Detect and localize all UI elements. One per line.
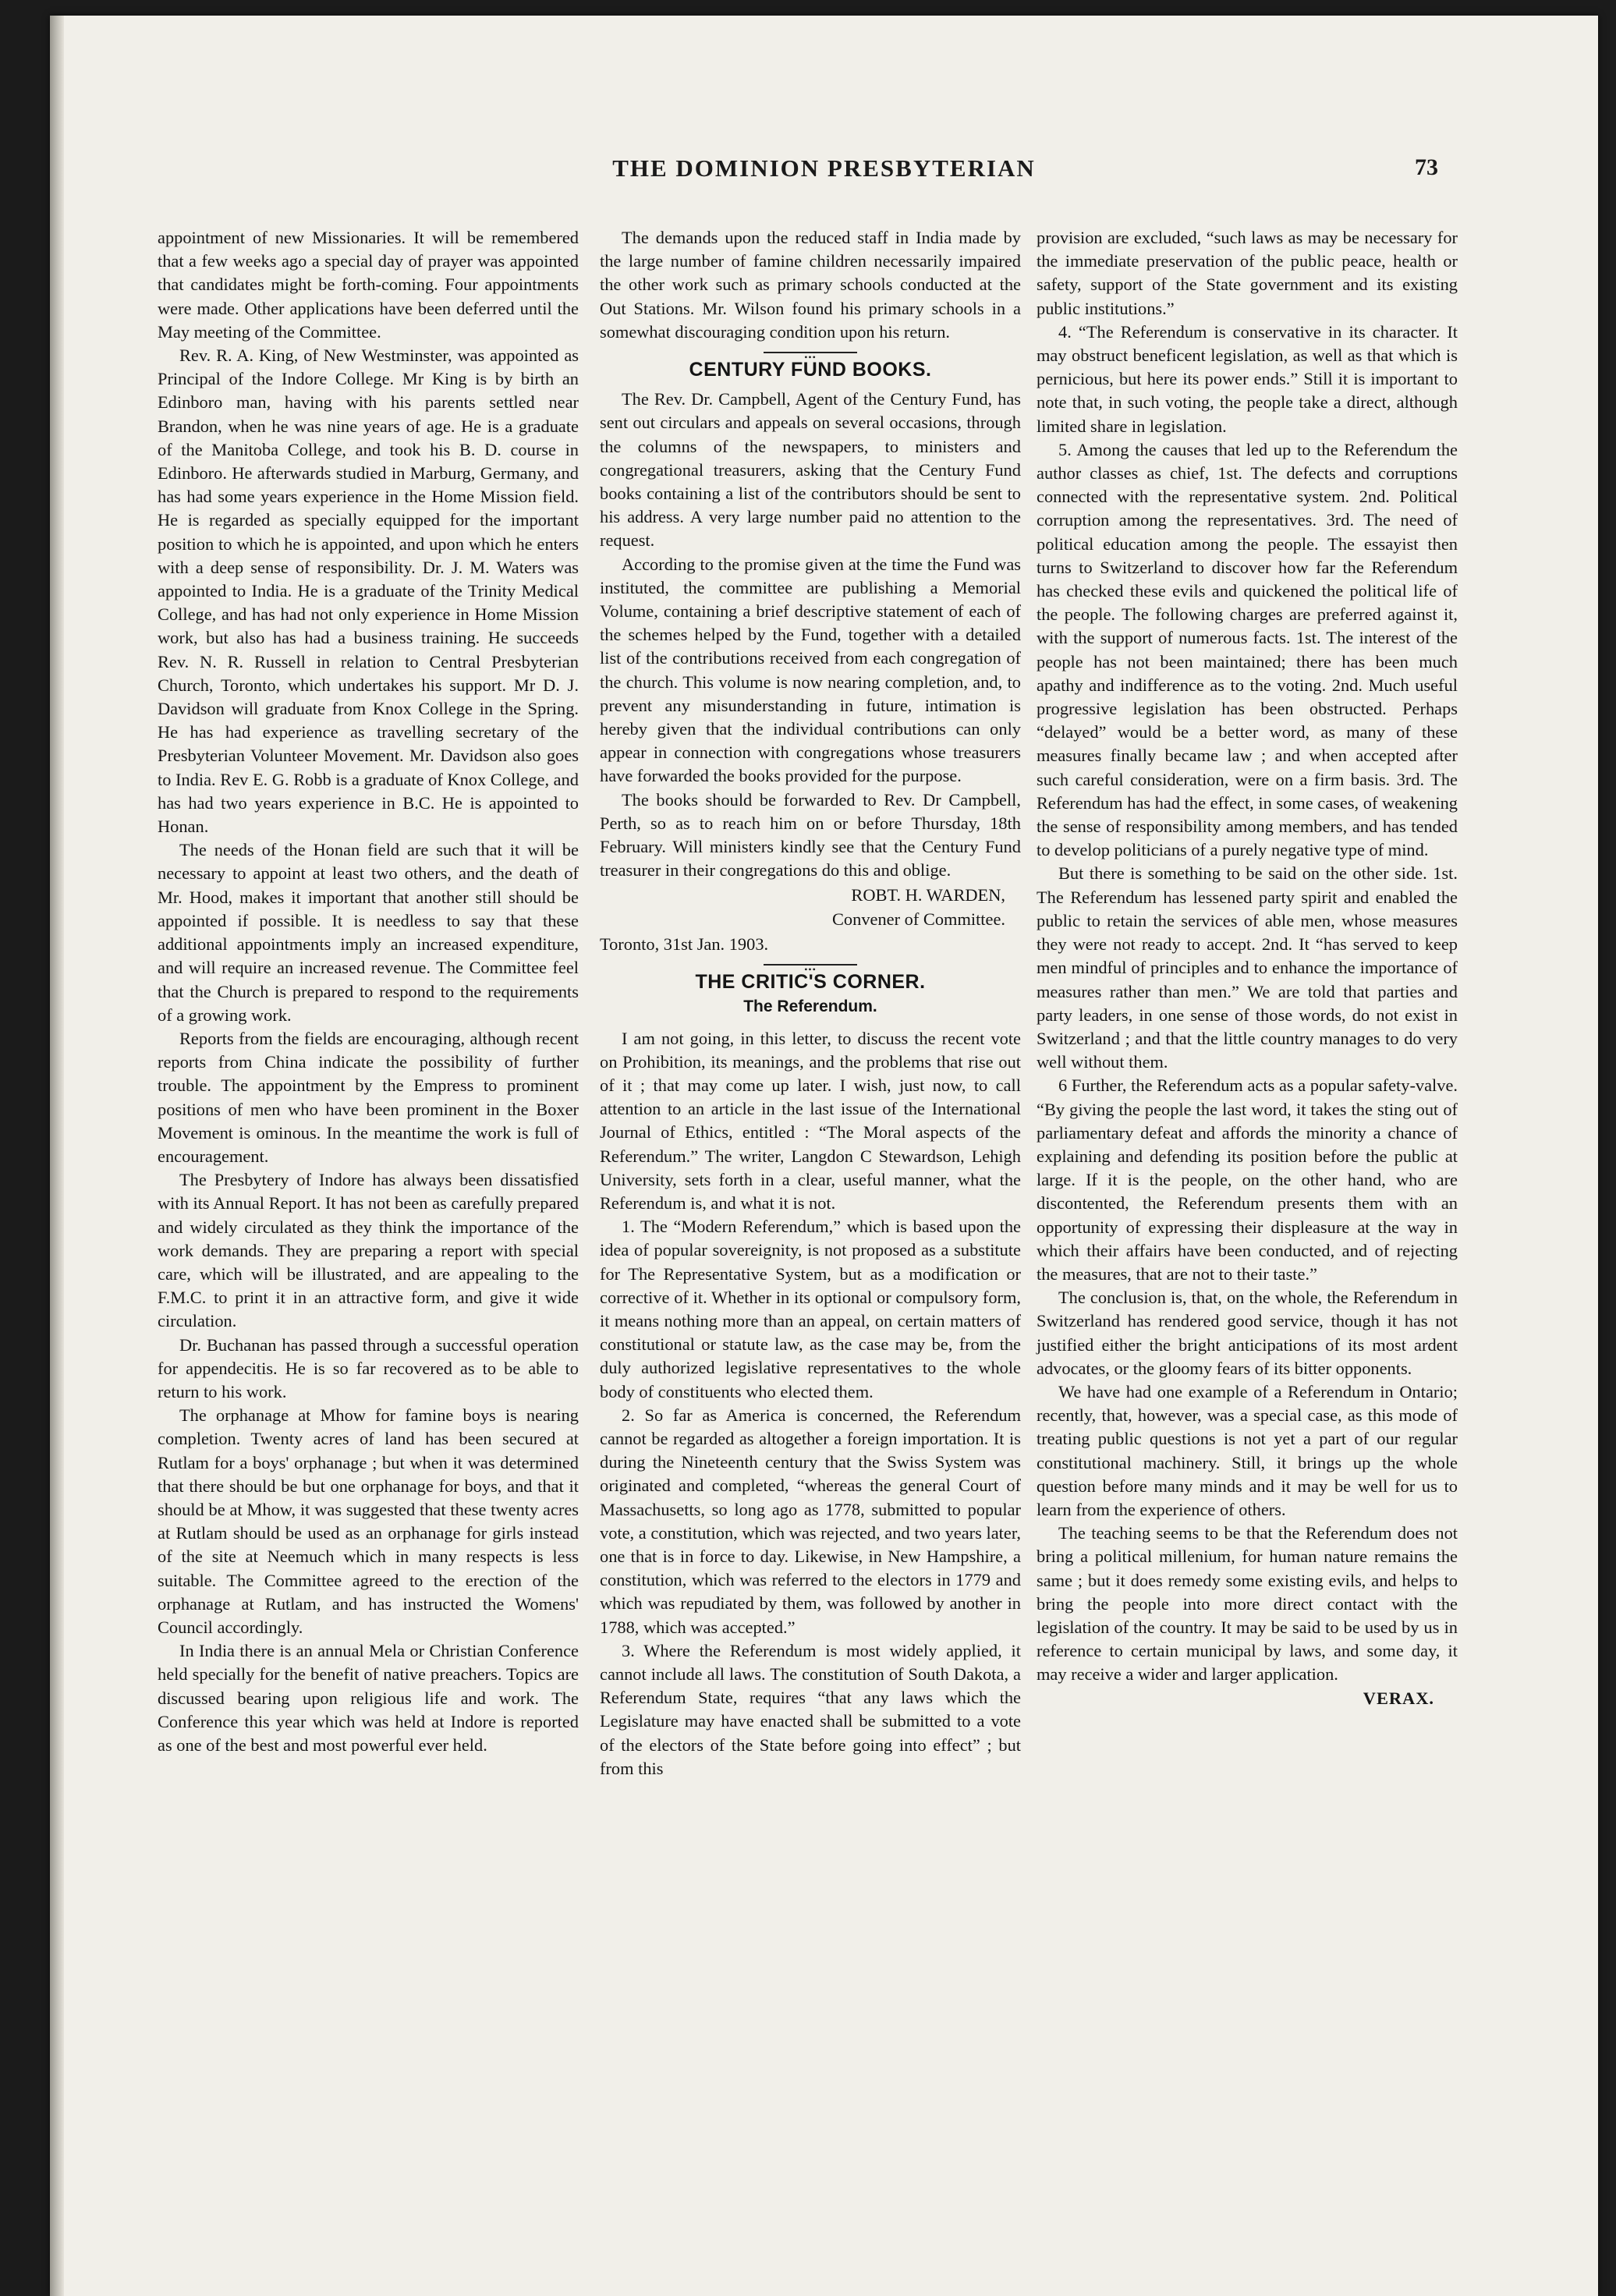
paragraph: Dr. Buchanan has passed through a successful operation for appendecitis. He is so far recovered as to be able to return to his work. (158, 1334, 579, 1401)
paragraph: provision are excluded, “such laws as may be necessary for the immediate preservation of the public peace, health or safety, support of the State government and its existing public institutions.” (1037, 228, 1458, 318)
paragraph: But there is something to be said on the other side. 1st. The Referendum has lessened party spirit and enabled the public to retain the services of able men, whose measures they were not ready to accept. 2nd. It “has served to keep men mindful of principles and to enhance the importance of measures rather than men.” We are told that parties and party leaders, in one sense of those words, do not exist in Switzerland ; and that the little country manages to do very well without them. (1037, 863, 1458, 1072)
paragraph: 1. The “Modern Referendum,” which is based upon the idea of popular sovereignity, is not proposed as a substitute for The Representative System, but as a modification or corrective of it. Whether in its optional or compulsory form, it means nothing more than an appeal, on certain matters of constitutional or statute law, as the case may be, from the duly authorized legislative representatives to the whole body of constituents who elected them. (600, 1217, 1021, 1401)
signature-title: Convener of Committee. (832, 909, 1005, 929)
paragraph: The needs of the Honan field are such that it will be necessary to appoint at least two others, and the death of Mr. Hood, makes it important that another still should be appointed if possible. It is needless to say that these additional appointments imply an increased expenditure, and will require an increased revenue. The Committee feel that the Church is prepared to respond to the requirements of a growing work. (158, 840, 579, 1025)
column-2 (600, 226, 1021, 1780)
section-heading-century-fund: CENTURY FUND BOOKS. (689, 359, 932, 381)
paragraph: 6 Further, the Referendum acts as a popular safety-valve. “By giving the people the last word, it takes the sting out of parliamentary defeat and affords the minority a chance of explaining and defending its position before the public at large. If it is the people, on the other hand, who are discontented, the Referendum presents them with an opportunity of expressing their displeasure at the way in which their affairs have been conducted, and of rejecting the measures, that are not to their taste.” (1037, 1075, 1458, 1284)
paragraph: Reports from the fields are encouraging, although recent reports from China indicate the possibility of further trouble. The appointment by the Empress to prominent positions of men who have been prominent in the Boxer Movement is ominous. In the meantime the work is full of encouragement. (158, 1028, 579, 1166)
paragraph: The conclusion is, that, on the whole, the Referendum in Switzerland has rendered good service, though it has not justified either the bright anticipations of its most ardent advocates, or the gloomy fears of its bitter opponents. (1037, 1288, 1458, 1378)
publication-title: THE DOMINION PRESBYTERIAN (612, 154, 1036, 182)
signature-name: ROBT. H. WARDEN, (851, 885, 1005, 905)
column-3 (1037, 226, 1458, 1710)
paragraph: Rev. R. A. King, of New Westminster, was appointed as Principal of the Indore College. Mr King is by birth an Edinboro man, having with his parents settled near Brandon, when he was nine years of age. He is a graduate of the Manitoba College, and took his B. D. course in Edinboro. He afterwards studied in Marburg, Germany, and has had some years experience in the Home Mission field. He is regarded as specially equipped for the important position to which he is appointed, and upon which he enters with a deep sense of responsibility. Dr. J. M. Waters was appointed to India. He is a graduate of the Trinity Medical College, and has had not only experience in Home Mission work, but also has had a business training. He succeeds Rev. N. R. Russell in relation to Central Presbyterian Church, Toronto, which undertakes his support. Mr D. J. Davidson will graduate from Knox College in the Spring. He has had experience as travelling secretary of the Presbyterian Volunteer Movement. Mr. Davidson also goes to India. Rev E. G. Robb is a graduate of Knox College, and has had two years experience in B.C. He is appointed to Honan. (158, 345, 579, 837)
paragraph: We have had one example of a Referendum in Ontario; recently, that, however, was a special case, as this mode of treating public questions is not yet a part of our regular constitutional machinery. Still, it brings up the whole question before many minds and it may be well for us to learn from the experience of others. (1037, 1381, 1458, 1519)
section-divider (764, 352, 857, 353)
page-spine-shadow (50, 16, 64, 2296)
paragraph: The orphanage at Mhow for famine boys is nearing completion. Twenty acres of land has been secured at Rutlam for a boys' orphanage ; but when it was determined that there should be but one orphanage for boys, and that it should be at Mhow, it was suggested that these twenty acres at Rutlam should be used as an orphanage for girls instead of the site at Neemuch which in many respects is less suitable. The Committee agreed to the erection of the orphanage at Rutlam, and has instructed the Womens' Council accordingly. (158, 1405, 579, 1637)
signature-block (600, 884, 1021, 930)
author-signature: VERAX. (1363, 1688, 1434, 1708)
section-subheading: The Referendum. (743, 997, 877, 1016)
newspaper-page (50, 16, 1598, 2296)
paragraph: The Presbytery of Indore has always been dissatisfied with its Annual Report. It has not been as carefully prepared and widely circulated as they think the importance of the work demands. They are preparing a report with special care, which will be illustrated, and are appealing to the F.M.C. to print it in an attractive form, and give it wide circulation. (158, 1170, 579, 1331)
page-header (50, 154, 1598, 201)
paragraph: According to the promise given at the time the Fund was instituted, the committee are publishing a Memorial Volume, containing a brief descriptive statement of each of the schemes helped by the Fund, together with a detailed list of the contributions received from each congregation of the church. This volume is now nearing completion, and, to prevent any misunderstanding in future, intimation is hereby given that the individual contributions can only appear in connection with congregations whose treasurers have forwarded the books provided for the purpose. (600, 554, 1021, 786)
paragraph: 5. Among the causes that led up to the Referendum the author classes as chief, 1st. The defects and corruptions connected with the representative system. 2nd. Political corruption among the representatives. 3rd. The need of political education among the people. The essayist then turns to Switzerland to discover how far the Referendum has checked these evils and quickened the political life of the people. The following charges are preferred against it, with the support of numerous facts. 1st. The interest of the people has not been maintained; there has been much apathy and indifference as to the voting. 2nd. Much useful progressive legislation has been obstructed. Perhaps “delayed” would be a better word, as many of these measures finally became law ; and when accepted after such careful consideration, were on a firm basis. 3rd. The Referendum has had the effect, in some cases, of weakening the sense of responsibility among members, and has tended to develop politicians of a purely negative type of mind. (1037, 439, 1458, 860)
dateline: Toronto, 31st Jan. 1903. (600, 934, 769, 954)
paragraph: appointment of new Missionaries. It will be remembered that a few weeks ago a special day of prayer was appointed that candidates might be forth-coming. Four appointments were made. Other applications have been deferred until the May meeting of the Committee. (158, 228, 579, 342)
column-1 (158, 226, 579, 1757)
paragraph: 3. Where the Referendum is most widely applied, it cannot include all laws. The constitution of South Dakota, a Referendum State, requires “that any laws which the Legislature may have enacted shall be submitted to a vote of the electors of the State before going into effect” ; but from this (600, 1640, 1021, 1778)
page-number: 73 (1415, 154, 1438, 180)
paragraph: I am not going, in this letter, to discuss the recent vote on Prohibition, its meanings, and the problems that rise out of it ; that may come up later. I wish, just now, to call attention to an article in the last issue of the International Journal of Ethics, entitled : “The Moral aspects of the Referendum.” The writer, Langdon C Stewardson, Lehigh University, sets forth in a clear, useful manner, what the Referendum is, and what it is not. (600, 1028, 1021, 1213)
paragraph: 2. So far as America is concerned, the Referendum cannot be regarded as altogether a foreign importation. It is during the Nineteenth century that the Swiss System was originated and completed, “whereas the general Court of Massachusetts, so long ago as 1778, submitted to popular vote, a constitution, which was rejected, and two years later, one that is in force to day. Likewise, in New Hampshire, a constitution, which was referred to the electors in 1779 and which was repudiated by them, was followed by another in 1788, which was accepted.” (600, 1405, 1021, 1637)
section-heading-critics-corner: THE CRITIC'S CORNER. (695, 971, 926, 994)
paragraph: The books should be forwarded to Rev. Dr Campbell, Perth, so as to reach him on or before Thursday, 18th February. Will ministers kindly see that the Century Fund treasurer in their congregations do this and oblige. (600, 789, 1021, 880)
paragraph: In India there is an annual Mela or Christian Conference held specially for the benefit of native preachers. Topics are discussed bearing upon religious life and work. The Conference this year which was held at Indore is reported as one of the best and most powerful ever held. (158, 1641, 579, 1755)
paragraph: The teaching seems to be that the Referendum does not bring a political millenium, for human nature remains the same ; but it does remedy some existing evils, and helps to bring the people into more direct contact with the legislation of the country. It may be said to be used by us in reference to certain municipal by laws, and some day, it may receive a wider and larger application. (1037, 1523, 1458, 1685)
paragraph: The demands upon the reduced staff in India made by the large number of famine children necessarily impaired the other work such as primary schools conducted at the Out Stations. Mr. Wilson found his primary schools in a somewhat discouraging condition upon his return. (600, 228, 1021, 342)
paragraph: The Rev. Dr. Campbell, Agent of the Century Fund, has sent out circulars and appeals on several occasions, through the columns of the newspapers, to ministers and congregational treasurers, asking that the Century Fund books containing a list of the contributors should be sent to his address. A very large number paid no attention to the request. (600, 389, 1021, 551)
section-divider (764, 964, 857, 966)
paragraph: 4. “The Referendum is conservative in its character. It may obstruct beneficent legislation, as well as that which is pernicious, but here its power ends.” Still it is important to note that, in such voting, the people take a direct, although limited share in legislation. (1037, 321, 1458, 436)
